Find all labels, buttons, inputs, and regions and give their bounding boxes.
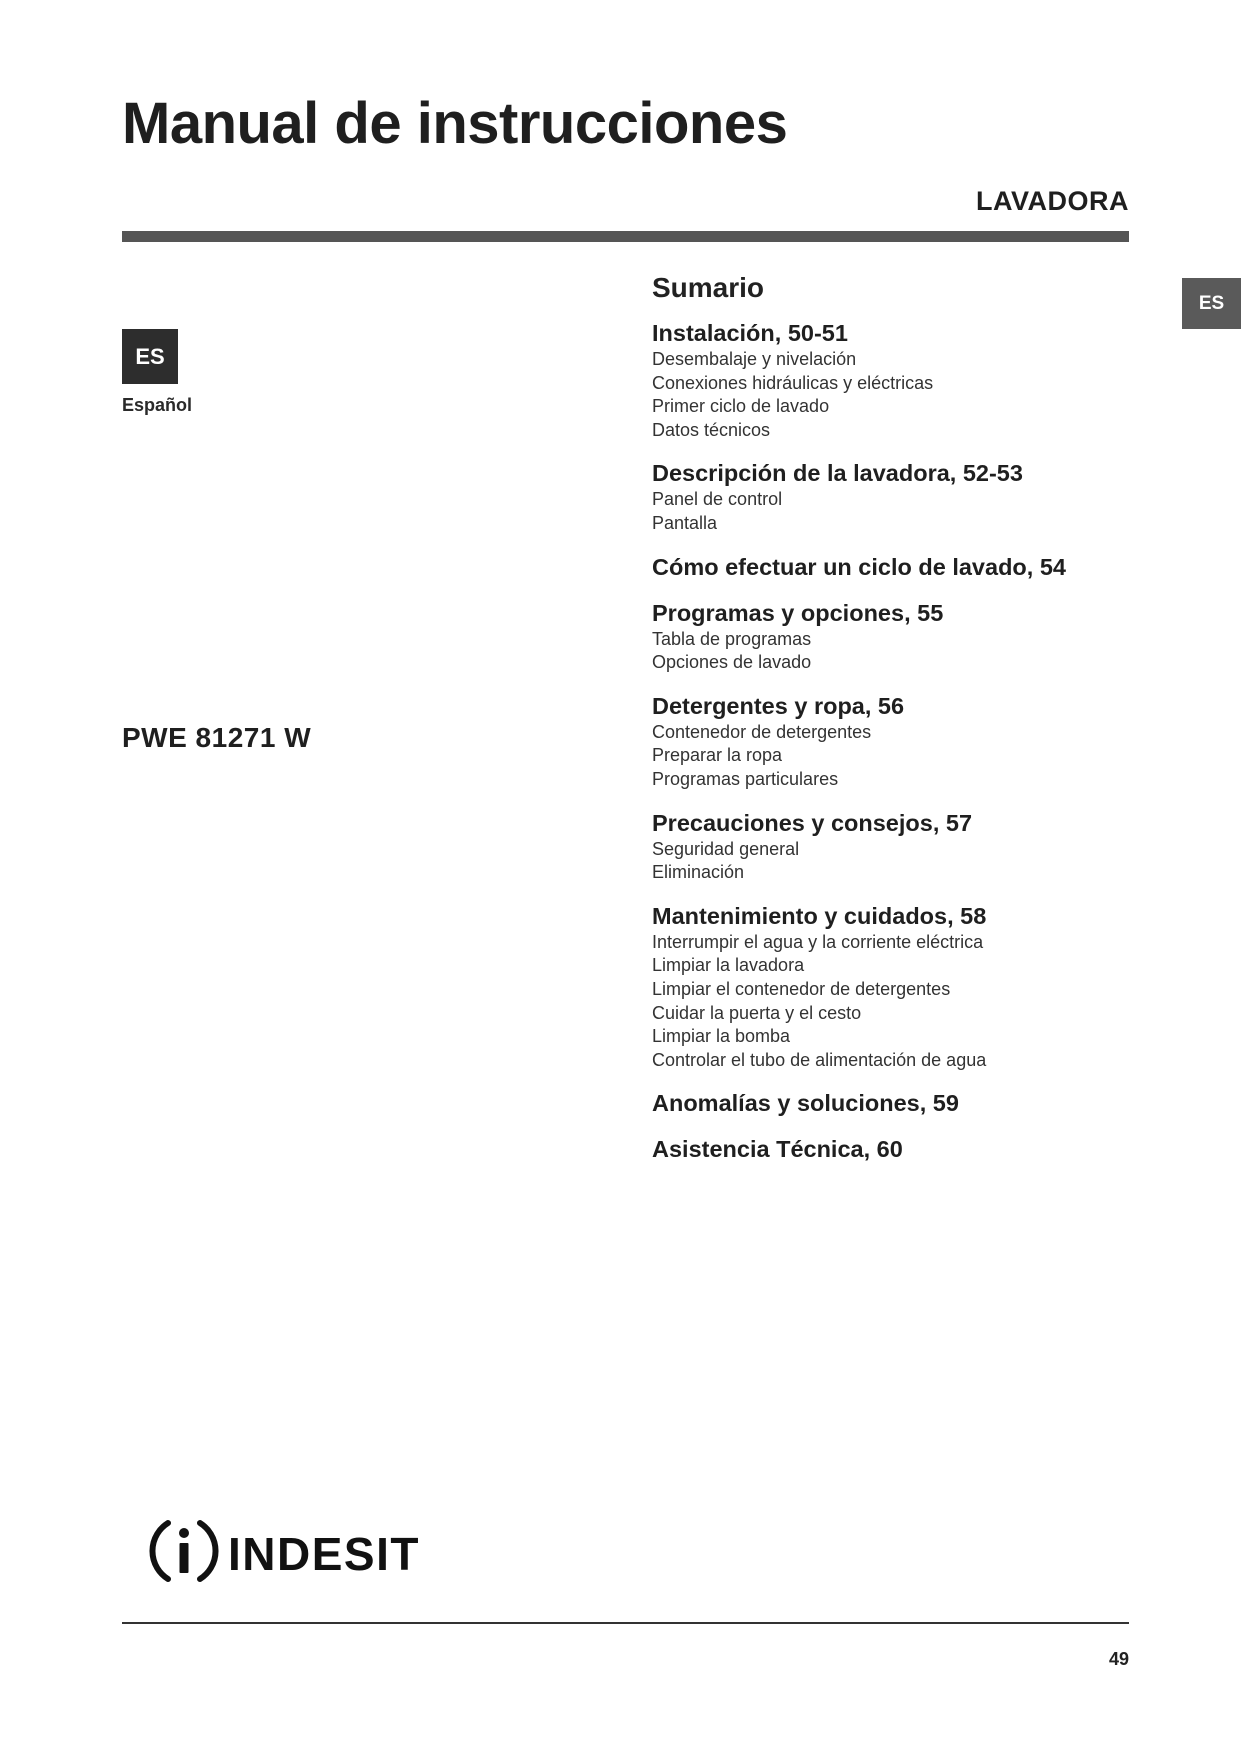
- toc-heading: Instalación, 50-51: [652, 320, 848, 346]
- toc-item: Programas particulares: [652, 768, 839, 789]
- toc-item: Preparar la ropa: [652, 745, 783, 766]
- toc-item-list: [652, 721, 1132, 792]
- toc-heading: Cómo efectuar un ciclo de lavado, 54: [652, 553, 1066, 580]
- language-name: Español: [122, 395, 193, 415]
- table-of-contents: [652, 272, 1132, 1180]
- toc-item: Conexiones hidráulicas y eléctricas: [652, 372, 934, 393]
- toc-item: Opciones de lavado: [652, 652, 812, 673]
- toc-item: Tabla de programas: [652, 628, 812, 649]
- toc-section: [652, 598, 1132, 675]
- toc-item: Contenedor de detergentes: [652, 721, 872, 742]
- toc-item: Limpiar la bomba: [652, 1026, 791, 1047]
- toc-title: Sumario: [652, 272, 765, 303]
- logo-wordmark: indesit: [228, 1528, 420, 1580]
- footer-divider: [122, 1622, 1129, 1624]
- toc-heading: Programas y opciones, 55: [652, 599, 944, 626]
- page-number: 49: [1108, 1649, 1129, 1669]
- toc-item: Datos técnicos: [652, 419, 771, 440]
- indesit-logo: [148, 1513, 438, 1589]
- toc-section: [652, 458, 1132, 535]
- toc-heading: Mantenimiento y cuidados, 58: [652, 902, 987, 929]
- toc-item: Primer ciclo de lavado: [652, 396, 830, 417]
- toc-item: Controlar el tubo de alimentación de agua: [652, 1049, 987, 1070]
- toc-heading: Anomalías y soluciones, 59: [652, 1090, 959, 1117]
- indesit-i-circle-icon: [152, 1523, 215, 1579]
- toc-item: Eliminación: [652, 862, 745, 883]
- toc-item: Panel de control: [652, 489, 783, 510]
- toc-item: Limpiar el contenedor de detergentes: [652, 978, 951, 999]
- toc-item-list: [652, 931, 1132, 1073]
- toc-section: [652, 552, 1132, 582]
- model-number: PWE 81271 W: [122, 722, 312, 753]
- toc-heading: Descripción de la lavadora, 52-53: [652, 460, 1023, 487]
- toc-item-list: [652, 838, 1132, 885]
- toc-heading: Asistencia Técnica, 60: [652, 1136, 903, 1163]
- toc-heading: Detergentes y ropa, 56: [652, 692, 905, 719]
- toc-item: Seguridad general: [652, 838, 800, 859]
- toc-item-list: [652, 628, 1132, 675]
- toc-item-list: [652, 348, 1132, 442]
- toc-item: Cuidar la puerta y el cesto: [652, 1002, 862, 1023]
- toc-section: [652, 1134, 1132, 1164]
- toc-sections: [652, 318, 1132, 1164]
- toc-section: [652, 808, 1132, 885]
- toc-item: Interrumpir el agua y la corriente eléctrica: [652, 931, 984, 952]
- product-type: LAVADORA: [976, 186, 1129, 216]
- toc-item: Desembalaje y nivelación: [652, 349, 857, 369]
- toc-section: [652, 1088, 1132, 1118]
- toc-section: [652, 901, 1132, 1073]
- toc-item: Limpiar la lavadora: [652, 955, 805, 976]
- toc-heading: Precauciones y consejos, 57: [652, 809, 973, 836]
- language-tab: ES: [1182, 278, 1241, 329]
- language-badge: ES: [122, 329, 178, 384]
- toc-item-list: [652, 488, 1132, 535]
- toc-item: Pantalla: [652, 512, 718, 533]
- toc-section: [652, 691, 1132, 792]
- header-divider: [122, 231, 1129, 242]
- page-title: Manual de instrucciones: [122, 91, 788, 156]
- toc-section: [652, 318, 1132, 442]
